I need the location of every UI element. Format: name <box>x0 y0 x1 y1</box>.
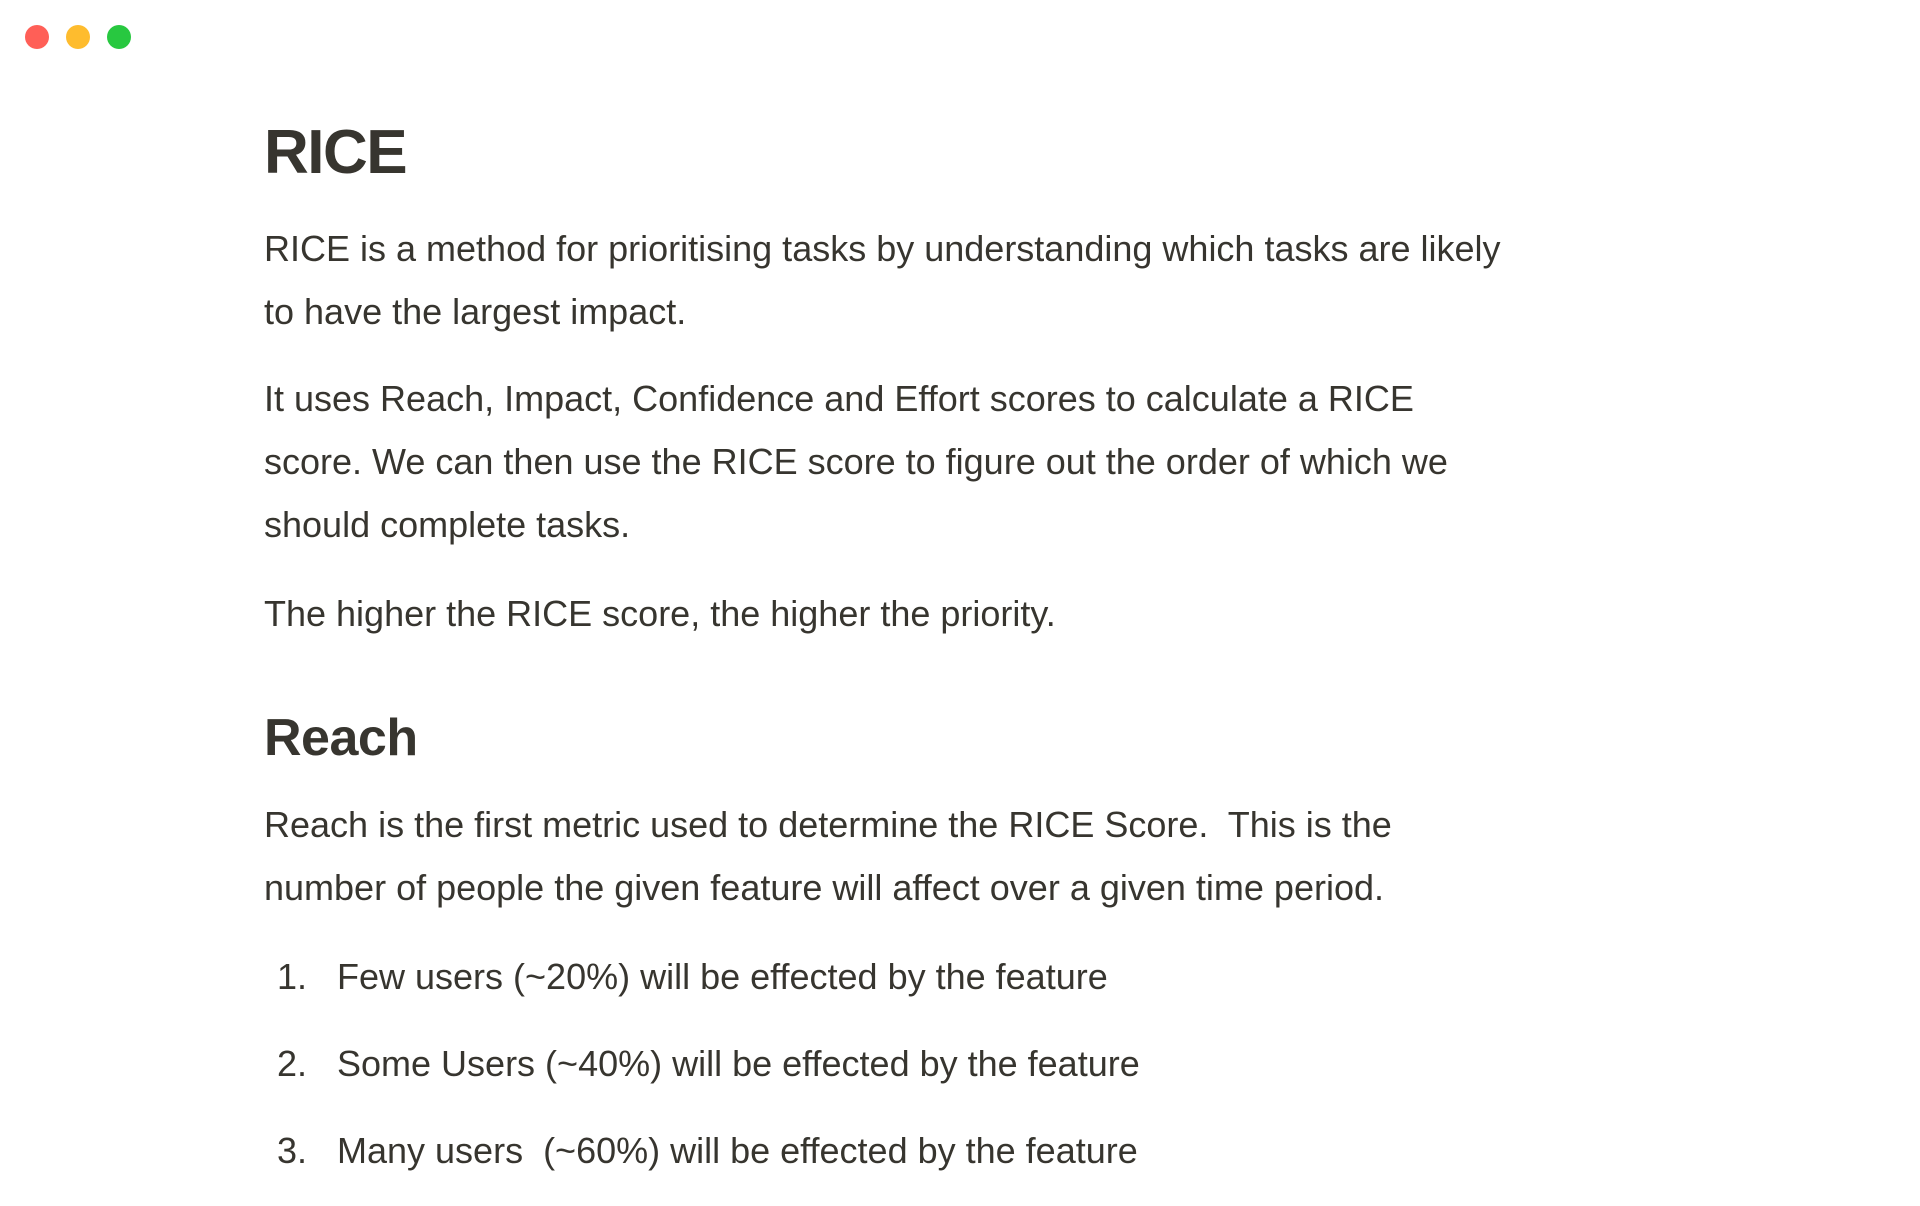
section-reach-paragraph: Reach is the first metric used to determine the RICE Score. This is the number of people the given feature will affect over a given time period. <box>264 804 1402 908</box>
intro-paragraph-3: The higher the RICE score, the higher the priority. <box>264 593 1056 634</box>
list-item-text: Few users (~20%) will be effected by the feature <box>337 956 1108 997</box>
intro-paragraph-2: It uses Reach, Impact, Confidence and Effort scores to calculate a RICE score. We can then use the RICE score to figure out the order of which we should complete tasks. <box>264 378 1458 545</box>
document-content <box>264 0 1514 1206</box>
list-item-number: 2. <box>277 1043 308 1084</box>
zoom-button[interactable] <box>107 25 131 49</box>
close-button[interactable] <box>25 25 49 49</box>
list-item <box>277 1119 1514 1182</box>
list-item-text: Many users (~60%) will be effected by the feature <box>337 1130 1138 1171</box>
list-item-number: 1. <box>277 956 308 997</box>
minimize-button[interactable] <box>66 25 90 49</box>
window-controls <box>25 25 131 49</box>
page-title: RICE <box>264 118 407 187</box>
list-item-text: Some Users (~40%) will be effected by the feature <box>337 1043 1140 1084</box>
list-item <box>277 945 1514 1008</box>
list-item <box>277 1032 1514 1095</box>
list-item-number: 3. <box>277 1130 308 1171</box>
intro-paragraph-1: RICE is a method for prioritising tasks by understanding which tasks are likely to have the largest impact. <box>264 228 1511 332</box>
reach-ordered-list <box>277 945 1514 1182</box>
section-heading-reach: Reach <box>264 709 418 767</box>
